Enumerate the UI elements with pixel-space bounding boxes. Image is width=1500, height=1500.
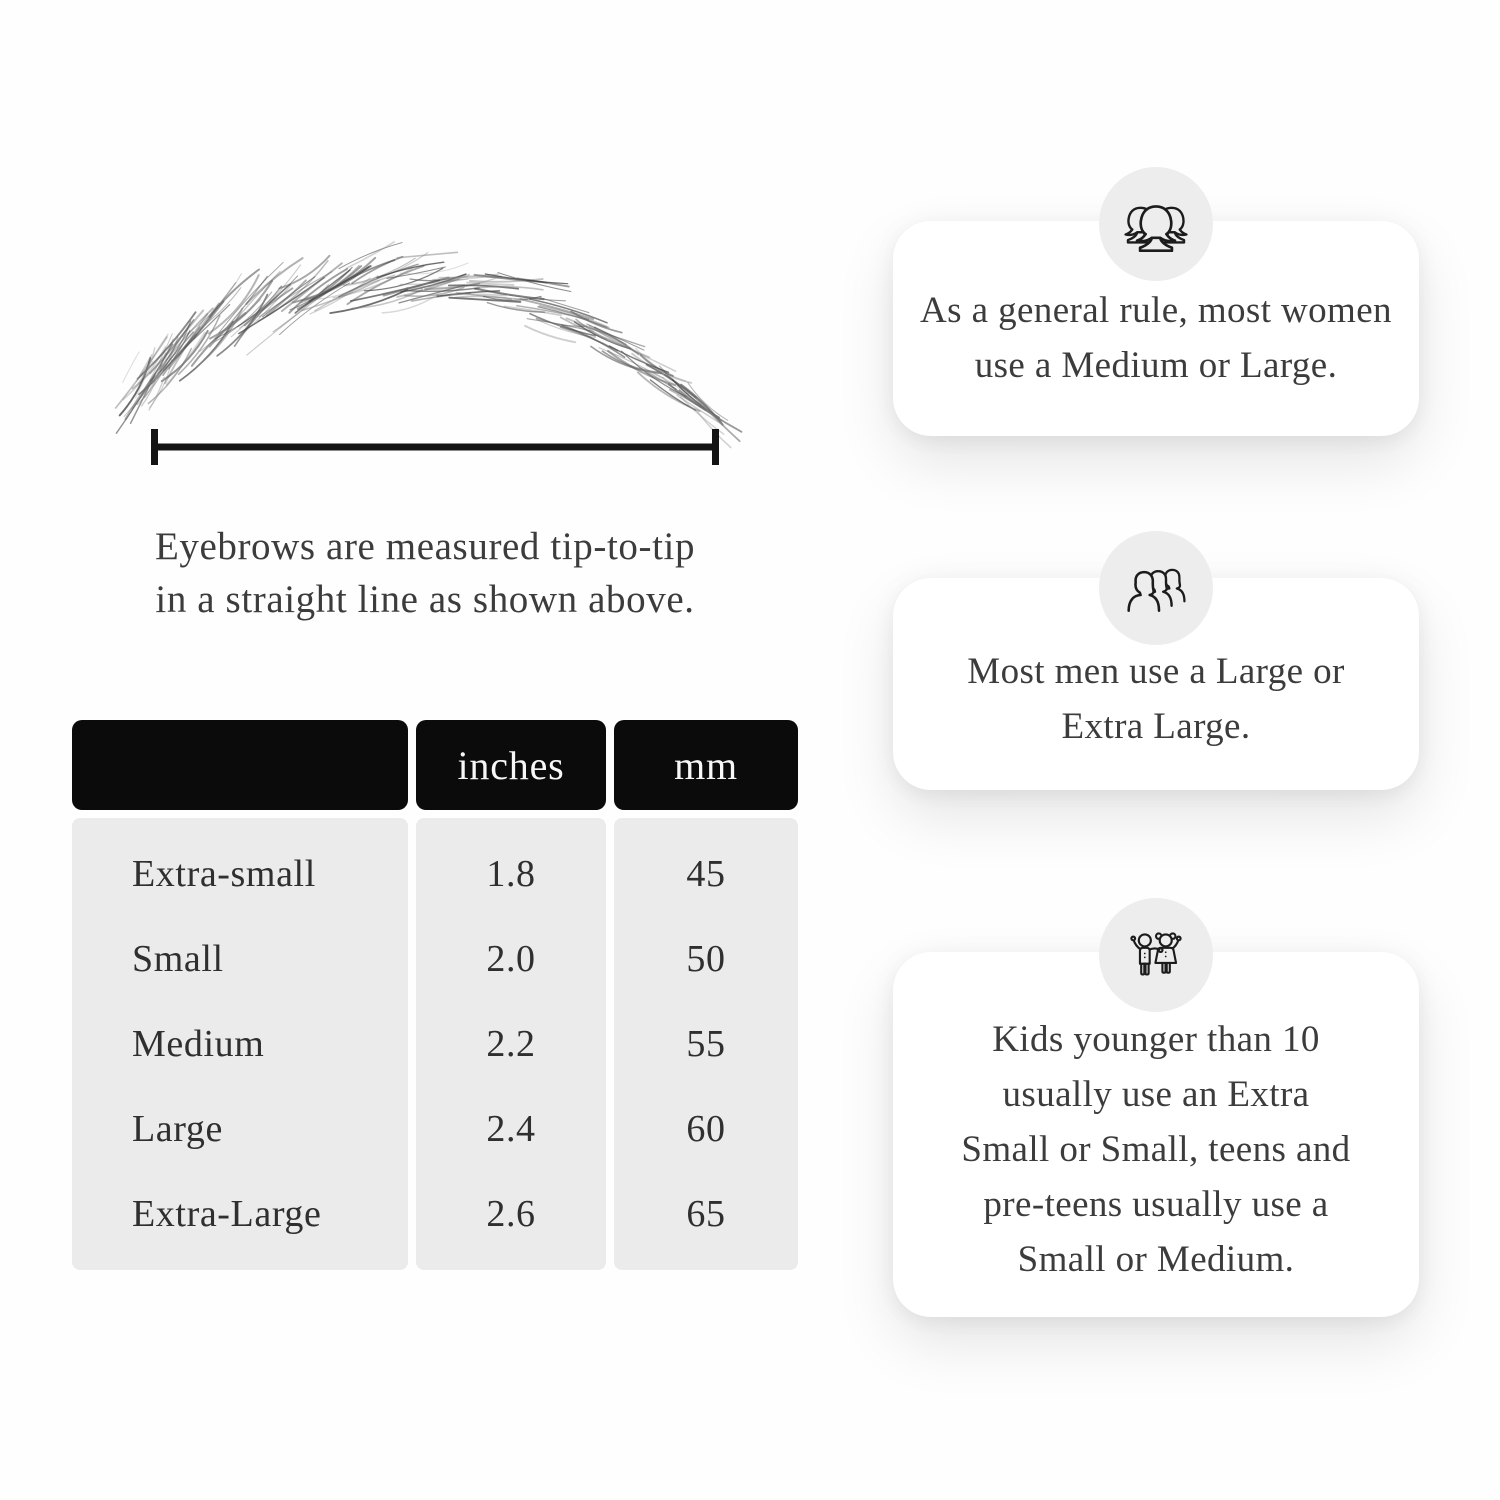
size-cell: Extra-small — [132, 853, 316, 896]
caption-line: Eyebrows are measured tip-to-tip — [154, 525, 696, 568]
women-icon-circle — [1099, 167, 1213, 281]
card-text-line: Kids younger than 10 — [992, 1019, 1320, 1060]
size-table-header-row — [72, 720, 798, 810]
inches-cell: 2.2 — [486, 1022, 536, 1065]
card-text-line: Small or Medium. — [1017, 1239, 1295, 1280]
size-table-body — [72, 818, 798, 1270]
men-icon-circle — [1099, 531, 1213, 645]
caption-line: in a straight line as shown above. — [155, 578, 695, 621]
card-text-line: use a Medium or Large. — [974, 345, 1338, 386]
size-cell: Large — [132, 1107, 223, 1150]
mm-cell: 45 — [686, 853, 726, 896]
card-text-line: pre-teens usually use a — [983, 1184, 1329, 1225]
measurement-line-svg — [146, 424, 724, 470]
mm-cell: 65 — [686, 1192, 726, 1235]
inches-cell: 2.0 — [486, 938, 536, 981]
inches-cell: 2.4 — [486, 1107, 536, 1150]
card-text-line: Small or Small, teens and — [961, 1129, 1351, 1170]
card-text-line: usually use an Extra — [1002, 1074, 1310, 1115]
men-group-icon — [1121, 553, 1191, 623]
kids-icon-circle — [1099, 898, 1213, 1012]
women-group-icon — [1121, 189, 1191, 259]
header-cell-size — [72, 720, 408, 810]
header-cell-mm: mm — [614, 720, 798, 810]
measure-right-tick — [712, 429, 719, 465]
inches-cell: 2.6 — [486, 1192, 536, 1235]
size-column — [72, 818, 408, 1270]
card-text-line: Extra Large. — [1061, 706, 1251, 747]
kids-icon — [1121, 920, 1191, 990]
header-cell-inches: inches — [416, 720, 606, 810]
measure-left-tick — [151, 429, 158, 465]
measurement-caption — [80, 520, 770, 626]
size-table — [72, 720, 798, 1270]
card-text-line: As a general rule, most women — [920, 290, 1392, 331]
mm-cell: 50 — [686, 938, 726, 981]
size-cell: Small — [132, 938, 224, 981]
measure-bar — [151, 444, 719, 451]
card-text-line: Most men use a Large or — [967, 651, 1345, 692]
size-cell: Extra-Large — [132, 1192, 322, 1235]
inches-cell: 1.8 — [486, 853, 536, 896]
mm-cell: 55 — [686, 1022, 726, 1065]
measurement-line — [146, 424, 724, 470]
size-cell: Medium — [132, 1022, 265, 1065]
mm-column — [614, 818, 798, 1270]
inches-column — [416, 818, 606, 1270]
mm-cell: 60 — [686, 1107, 726, 1150]
